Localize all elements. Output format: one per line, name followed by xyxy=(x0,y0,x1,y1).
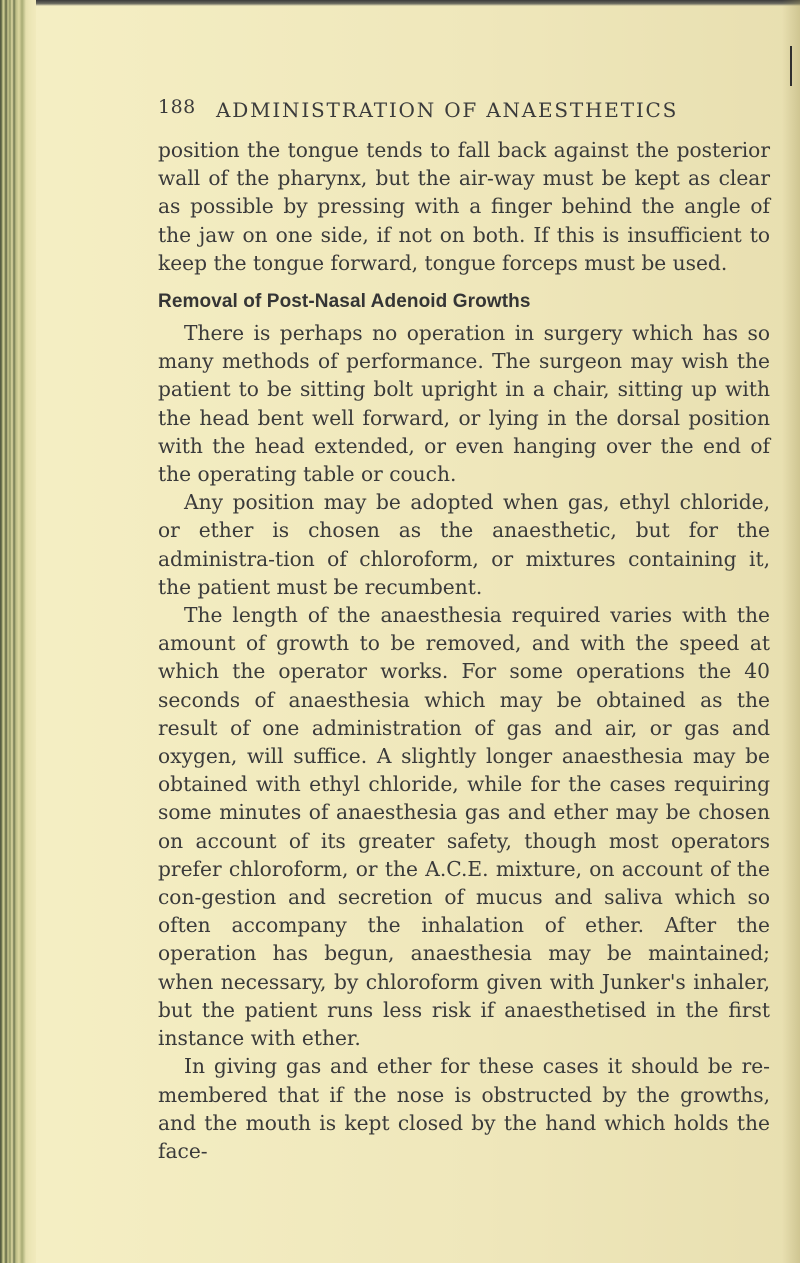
page-header xyxy=(158,96,718,136)
section-heading: Removal of Post-Nasal Adenoid Growths xyxy=(158,291,531,313)
paragraph: In giving gas and ether for these cases it should be re-membered that if the nose is obstructed by the growths, and the mouth is kept closed by the hand which holds the face- xyxy=(158,1054,770,1163)
paragraph: Any position may be adopted when gas, ethyl chloride, or ether is chosen as the anaesthetic, but for the administra-tion of chloroform, or mixtures containing it, the patient must be recumbent. xyxy=(158,490,770,599)
running-title: ADMINISTRATION OF ANAESTHETICS xyxy=(216,98,679,122)
page-body xyxy=(158,136,770,1165)
page-right-shadow xyxy=(782,0,800,1263)
page-edge-mark xyxy=(790,46,792,86)
opening-paragraph: position the tongue tends to fall back against the posterior wall of the pharynx, but the air-way must be kept as clear as possible by pressing with a finger behind the angle of the jaw on one side, if not on both. If this is insufficient to keep the tongue forward, tongue forceps must be used. xyxy=(158,138,770,275)
paragraph: The length of the anaesthesia required varies with the amount of growth to be removed, and with the speed at which the operator works. For some operations the 40 seconds of anaesthesia which may be obtained as the result of one administration of gas and air, or gas and oxygen, will suffice. A slightly longer anaesthesia may be obtained with ethyl chloride, while for the cases requiring some minutes of anaesthesia gas and ether may be chosen on account of its greater safety, though most operators prefer chloroform, or the A.C.E. mixture, on account of the con-gestion and secretion of mucus and saliva which so often accompany the inhalation of ether. After the operation has begun, anaesthesia may be maintained; when necessary, by chloroform given with Junker's inhaler, but the patient runs less risk if anaesthetised in the first instance with ether. xyxy=(158,603,770,1051)
page-number: 188 xyxy=(158,96,196,118)
book-spine-edge xyxy=(0,0,36,1263)
paragraph: There is perhaps no operation in surgery which has so many methods of performance. The surgeon may wish the patient to be sitting bolt upright in a chair, sitting up with the head bent well forward, or lying in the dorsal position with the head extended, or even hanging over the end of the operating table or couch. xyxy=(158,321,770,487)
page-top-edge xyxy=(0,0,800,6)
